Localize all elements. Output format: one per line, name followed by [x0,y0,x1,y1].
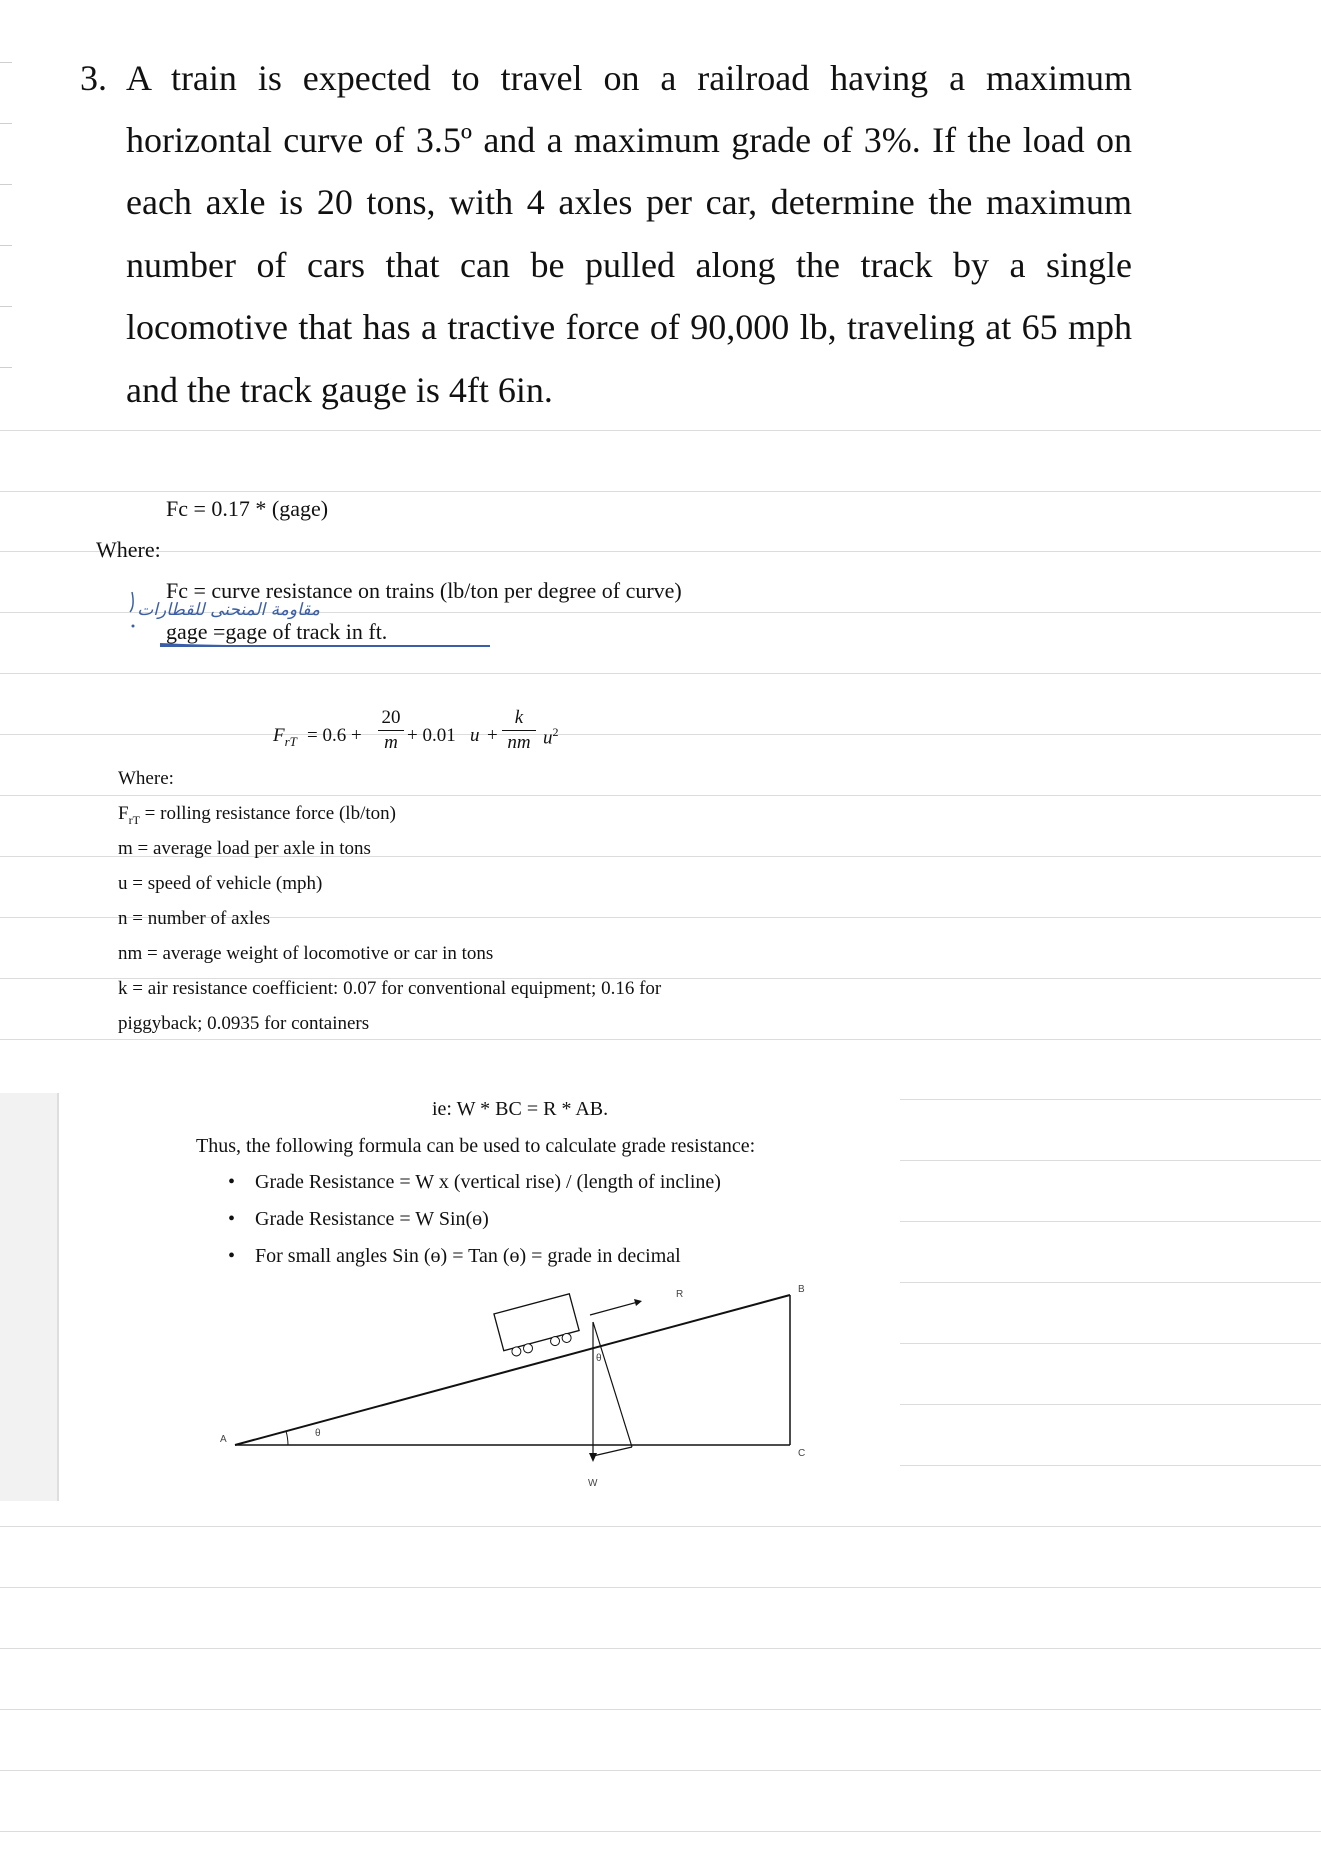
label-a: A [220,1434,227,1445]
problem-line-2: horizontal curve of 3.5º and a maximum grade of 3%. If the load on [126,120,1132,160]
margin-sidebar [0,1093,59,1501]
fraction-20-over-m [378,707,404,754]
grade-thus-text: Thus, the following formula can be used to calculate grade resistance: [196,1135,756,1157]
fraction1-denominator: m [384,732,398,753]
def-frt: $F_{rT}$ = rolling resistance force (lb/ton) [118,803,396,827]
handwritten-underline [160,645,490,647]
train-car [494,1294,581,1359]
rolling-where-label: Where: [118,768,174,789]
def-n: n = number of axles [118,908,271,929]
def-u: u = speed of vehicle (mph) [118,873,323,894]
problem-number: 3. [80,58,107,98]
label-w: W [588,1478,598,1489]
frt-subscript: rT [284,733,297,749]
frt-var-u-squared: u [543,727,553,749]
frt-var-u: u [470,725,480,746]
handwritten-annotation [120,586,290,646]
label-theta-base: θ [315,1428,321,1439]
fraction-k-over-nm [502,707,536,754]
def-k-line1: k = air resistance coefficient: 0.07 for conventional equipment; 0.16 for [118,978,662,999]
label-r: R [676,1289,684,1300]
problem-line-6: and the track gauge is 4ft 6in. [126,370,553,410]
fraction2-denominator: nm [507,732,531,753]
fraction2-numerator: k [514,707,524,728]
def-k-line2: piggyback; 0.0935 for containers [118,1013,370,1034]
problem-line-3: each axle is 20 tons, with 4 axles per car, determine the maximum [126,182,1132,222]
frt-superscript-2: 2 [552,725,559,739]
label-theta-top: θ [596,1353,602,1364]
curve-where-label: Where: [96,537,161,562]
component-line [593,1322,632,1447]
curve-def-fc: Fc = curve resistance on trains (lb/ton per degree of curve) [166,578,682,603]
frt-eq-part1: = 0.6 + [307,725,362,746]
grade-ie-equation: ie: W * BC = R * AB. [432,1098,609,1120]
def-nm: nm = average weight of locomotive or car in tons [118,943,494,964]
fraction1-numerator: 20 [381,707,401,728]
handwritten-note: مقاومة المنحنى للقطارات [137,600,320,620]
frt-plus: + [487,725,498,746]
label-b: B [798,1284,805,1295]
label-c: C [798,1448,806,1459]
problem-line-5: locomotive that has a tractive force of 90,000 lb, traveling at 65 mph [126,307,1132,347]
incline-diagram [200,1280,840,1510]
def-m: m = average load per axle in tons [118,838,371,859]
frt-eq-part2: + 0.01 [407,725,456,746]
curve-resistance-formula: Fc = 0.17 * (gage) [166,496,329,521]
problem-line-1: A train is expected to travel on a railroad having a maximum [126,58,1132,98]
force-r-arrow [590,1302,638,1315]
curve-def-gage: gage =gage of track in ft. [166,619,388,644]
problem-line-4: number of cars that can be pulled along the track by a single [126,245,1132,285]
frt-symbol: F [273,725,285,746]
